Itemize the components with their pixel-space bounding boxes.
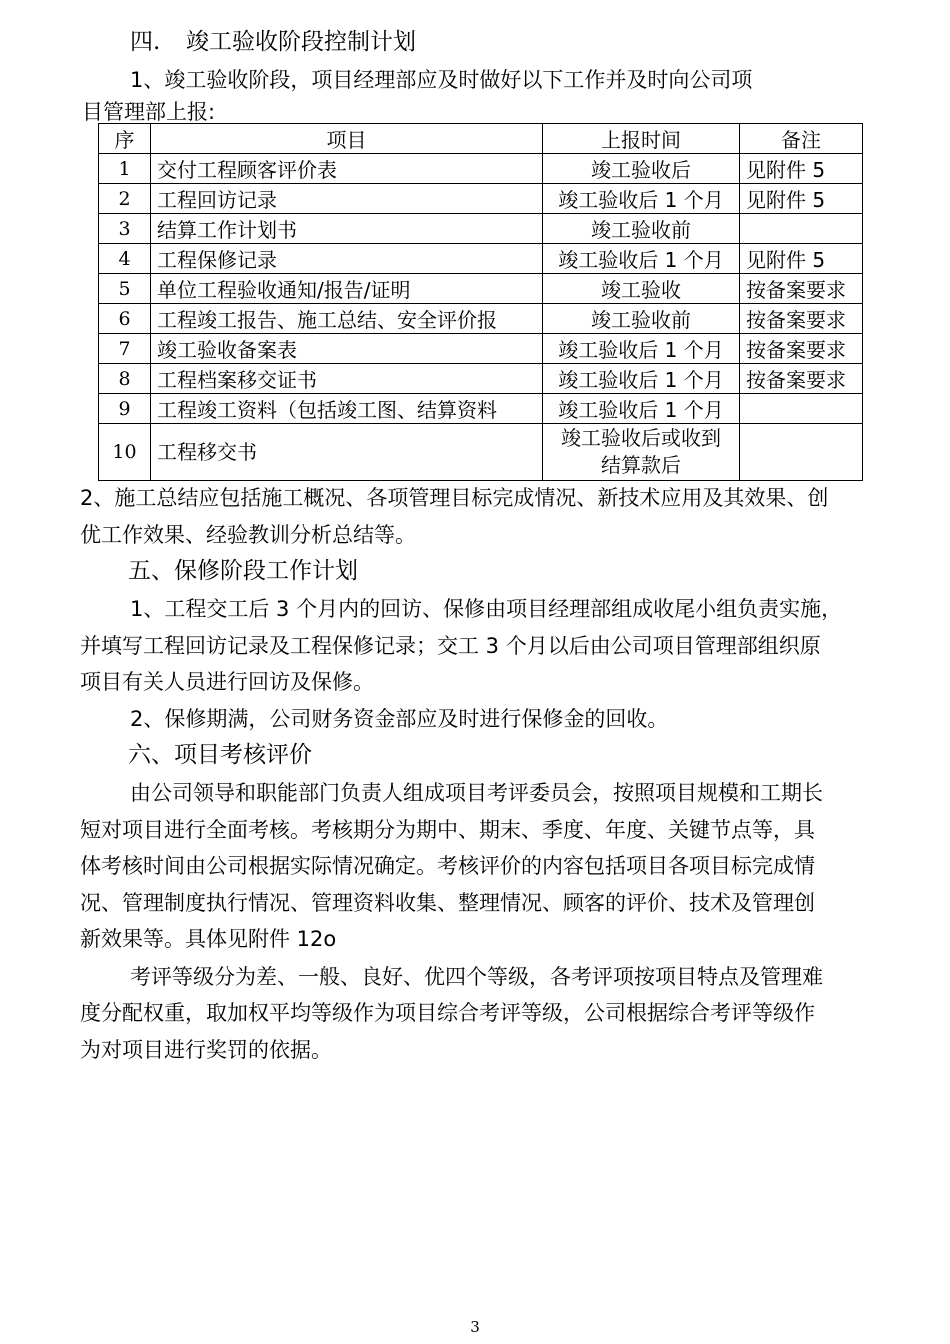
section-4-intro-line-2: 目管理部上报: <box>82 100 216 124</box>
row-time: 竣工验收后 1 个月 <box>543 184 740 214</box>
completion-report-table <box>98 123 863 481</box>
section-4-number: 四. <box>130 29 161 55</box>
row-note: 见附件 5 <box>740 154 863 184</box>
row-no: 7 <box>99 334 151 364</box>
section-5-p2: 2、保修期满，公司财务资金部应及时进行保修金的回收。 <box>130 707 669 731</box>
row-note: 按备案要求 <box>740 304 863 334</box>
header-report-time: 上报时间 <box>543 124 740 154</box>
table-row <box>99 244 863 274</box>
row-time: 竣工验收后 1 个月 <box>543 244 740 274</box>
row-item: 工程回访记录 <box>151 184 543 214</box>
row-no: 3 <box>99 214 151 244</box>
row-time <box>543 424 740 481</box>
row-note: 见附件 5 <box>740 244 863 274</box>
section-5-p1-line-2: 并填写工程回访记录及工程保修记录；交工 3 个月以后由公司项目管理部组织原 <box>80 634 821 658</box>
row-item: 工程竣工资料（包括竣工图、结算资料 <box>151 394 543 424</box>
row-no: 4 <box>99 244 151 274</box>
table-row <box>99 184 863 214</box>
section-4-title: 竣工验收阶段控制计划 <box>186 29 416 55</box>
row-no: 1 <box>99 154 151 184</box>
header-seq: 序 <box>99 124 151 154</box>
row-time-line-1: 竣工验收后或收到 <box>561 426 721 450</box>
section-5-p1-line-1: 1、工程交工后 3 个月内的回访、保修由项目经理部组成收尾小组负责实施， <box>130 597 843 621</box>
row-note: 按备案要求 <box>740 274 863 304</box>
row-item: 工程保修记录 <box>151 244 543 274</box>
row-item: 工程档案移交证书 <box>151 364 543 394</box>
header-item: 项目 <box>151 124 543 154</box>
table-row <box>99 274 863 304</box>
table-row <box>99 304 863 334</box>
row-time: 竣工验收 <box>543 274 740 304</box>
row-no: 6 <box>99 304 151 334</box>
row-item: 竣工验收备案表 <box>151 334 543 364</box>
section-5-p1-line-3: 项目有关人员进行回访及保修。 <box>80 670 374 694</box>
row-note: 见附件 5 <box>740 184 863 214</box>
row-item: 工程移交书 <box>151 424 543 481</box>
row-note <box>740 424 863 481</box>
row-time: 竣工验收后 1 个月 <box>543 394 740 424</box>
row-time: 竣工验收后 <box>543 154 740 184</box>
table-row <box>99 214 863 244</box>
table-row <box>99 424 863 481</box>
para-2-line-1: 2、施工总结应包括施工概况、各项管理目标完成情况、新技术应用及其效果、创 <box>80 486 829 510</box>
row-time-line-2: 结算款后 <box>601 453 681 477</box>
row-no: 5 <box>99 274 151 304</box>
section-4-heading <box>130 27 416 57</box>
section-5-heading: 五、保修阶段工作计划 <box>128 558 358 584</box>
row-no: 8 <box>99 364 151 394</box>
header-note: 备注 <box>740 124 863 154</box>
table-row <box>99 364 863 394</box>
row-note: 按备案要求 <box>740 364 863 394</box>
para-2-line-2: 优工作效果、经验教训分析总结等。 <box>80 523 416 547</box>
row-no: 10 <box>99 424 151 481</box>
table-row <box>99 334 863 364</box>
section-6-p1-line-1: 由公司领导和职能部门负责人组成项目考评委员会，按照项目规模和工期长 <box>130 781 823 805</box>
row-note: 按备案要求 <box>740 334 863 364</box>
section-4-intro-line-1: 1、竣工验收阶段，项目经理部应及时做好以下工作并及时向公司项 <box>130 68 753 92</box>
section-6-p2-line-3: 为对项目进行奖罚的依据。 <box>80 1038 332 1062</box>
section-6-p2-line-2: 度分配权重，取加权平均等级作为项目综合考评等级，公司根据综合考评等级作 <box>80 1001 815 1025</box>
table-row <box>99 394 863 424</box>
row-item: 单位工程验收通知/报告/证明 <box>151 274 543 304</box>
section-6-p1-line-2: 短对项目进行全面考核。考核期分为期中、期末、季度、年度、关键节点等，具 <box>80 818 815 842</box>
row-no: 2 <box>99 184 151 214</box>
section-6-p2-line-1: 考评等级分为差、一般、良好、优四个等级，各考评项按项目特点及管理难 <box>130 965 823 989</box>
table-row <box>99 154 863 184</box>
row-item: 结算工作计划书 <box>151 214 543 244</box>
row-note <box>740 394 863 424</box>
row-no: 9 <box>99 394 151 424</box>
table-header-row <box>99 124 863 154</box>
section-6-heading: 六、项目考核评价 <box>128 742 312 768</box>
section-6-p1-line-3: 体考核时间由公司根据实际情况确定。考核评价的内容包括项目各项目标完成情 <box>80 854 815 878</box>
section-6-p1-line-4: 况、管理制度执行情况、管理资料收集、整理情况、顾客的评价、技术及管理创 <box>80 891 815 915</box>
page-number: 3 <box>470 1318 480 1336</box>
row-item: 交付工程顾客评价表 <box>151 154 543 184</box>
row-time: 竣工验收前 <box>543 304 740 334</box>
row-item: 工程竣工报告、施工总结、安全评价报 <box>151 304 543 334</box>
row-time: 竣工验收前 <box>543 214 740 244</box>
row-note <box>740 214 863 244</box>
row-time: 竣工验收后 1 个月 <box>543 334 740 364</box>
row-time: 竣工验收后 1 个月 <box>543 364 740 394</box>
section-6-p1-line-5: 新效果等。具体见附件 12o <box>80 927 337 951</box>
